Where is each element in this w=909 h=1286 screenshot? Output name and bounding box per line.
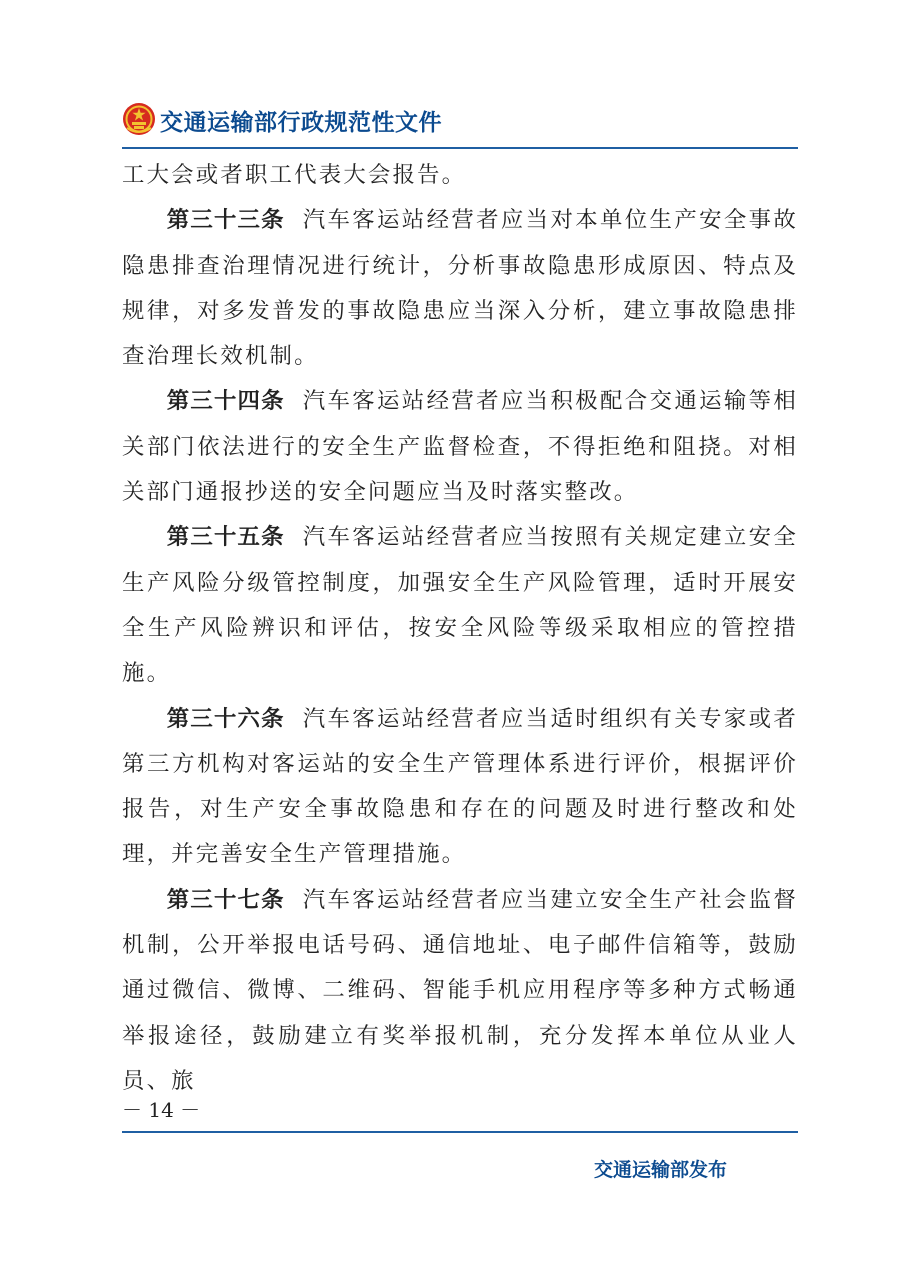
article-33 xyxy=(122,198,798,379)
publisher-label: 交通运输部发布 xyxy=(594,1159,728,1181)
article-title: 第三十五条 xyxy=(166,524,285,551)
document-body xyxy=(122,153,798,1104)
article-34 xyxy=(122,379,798,515)
article-text: 汽车客运站经营者应当积极配合交通运输等相关部门依法进行的安全生产监督检查，不得拒绝和阻挠。对相关部门通报抄送的安全问题应当及时落实整改。 xyxy=(122,388,799,506)
page-number: － 14 － xyxy=(122,1098,201,1122)
continued-paragraph: 工大会或者职工代表大会报告。 xyxy=(122,162,467,188)
article-title: 第三十三条 xyxy=(166,207,285,234)
national-emblem-icon xyxy=(122,102,156,136)
header-divider xyxy=(122,147,798,149)
article-title: 第三十四条 xyxy=(166,388,285,415)
article-title: 第三十六条 xyxy=(166,705,285,732)
article-text: 汽车客运站经营者应当对本单位生产安全事故隐患排查治理情况进行统计，分析事故隐患形成原因、特点及规律，对多发普发的事故隐患应当深入分析，建立事故隐患排查治理长效机制。 xyxy=(122,207,799,370)
footer-divider xyxy=(122,1131,798,1133)
article-37 xyxy=(122,878,798,1104)
header-title: 交通运输部行政规范性文件 xyxy=(160,110,442,136)
article-36 xyxy=(122,697,798,878)
article-35 xyxy=(122,515,798,696)
document-header xyxy=(122,96,798,148)
article-text: 汽车客运站经营者应当建立安全生产社会监督机制，公开举报电话号码、通信地址、电子邮件信箱等，鼓励通过微信、微博、二维码、智能手机应用程序等多种方式畅通举报途径，鼓励建立有奖举报机制，充分发挥本单位从业人员、旅 xyxy=(122,886,799,1094)
article-text: 汽车客运站经营者应当按照有关规定建立安全生产风险分级管控制度，加强安全生产风险管理，适时开展安全生产风险辨识和评估，按安全风险等级采取相应的管控措施。 xyxy=(122,524,799,687)
article-text: 汽车客运站经营者应当适时组织有关专家或者第三方机构对客运站的安全生产管理体系进行评价，根据评价报告，对生产安全事故隐患和存在的问题及时进行整改和处理，并完善安全生产管理措施。 xyxy=(122,705,799,868)
article-title: 第三十七条 xyxy=(166,886,285,913)
